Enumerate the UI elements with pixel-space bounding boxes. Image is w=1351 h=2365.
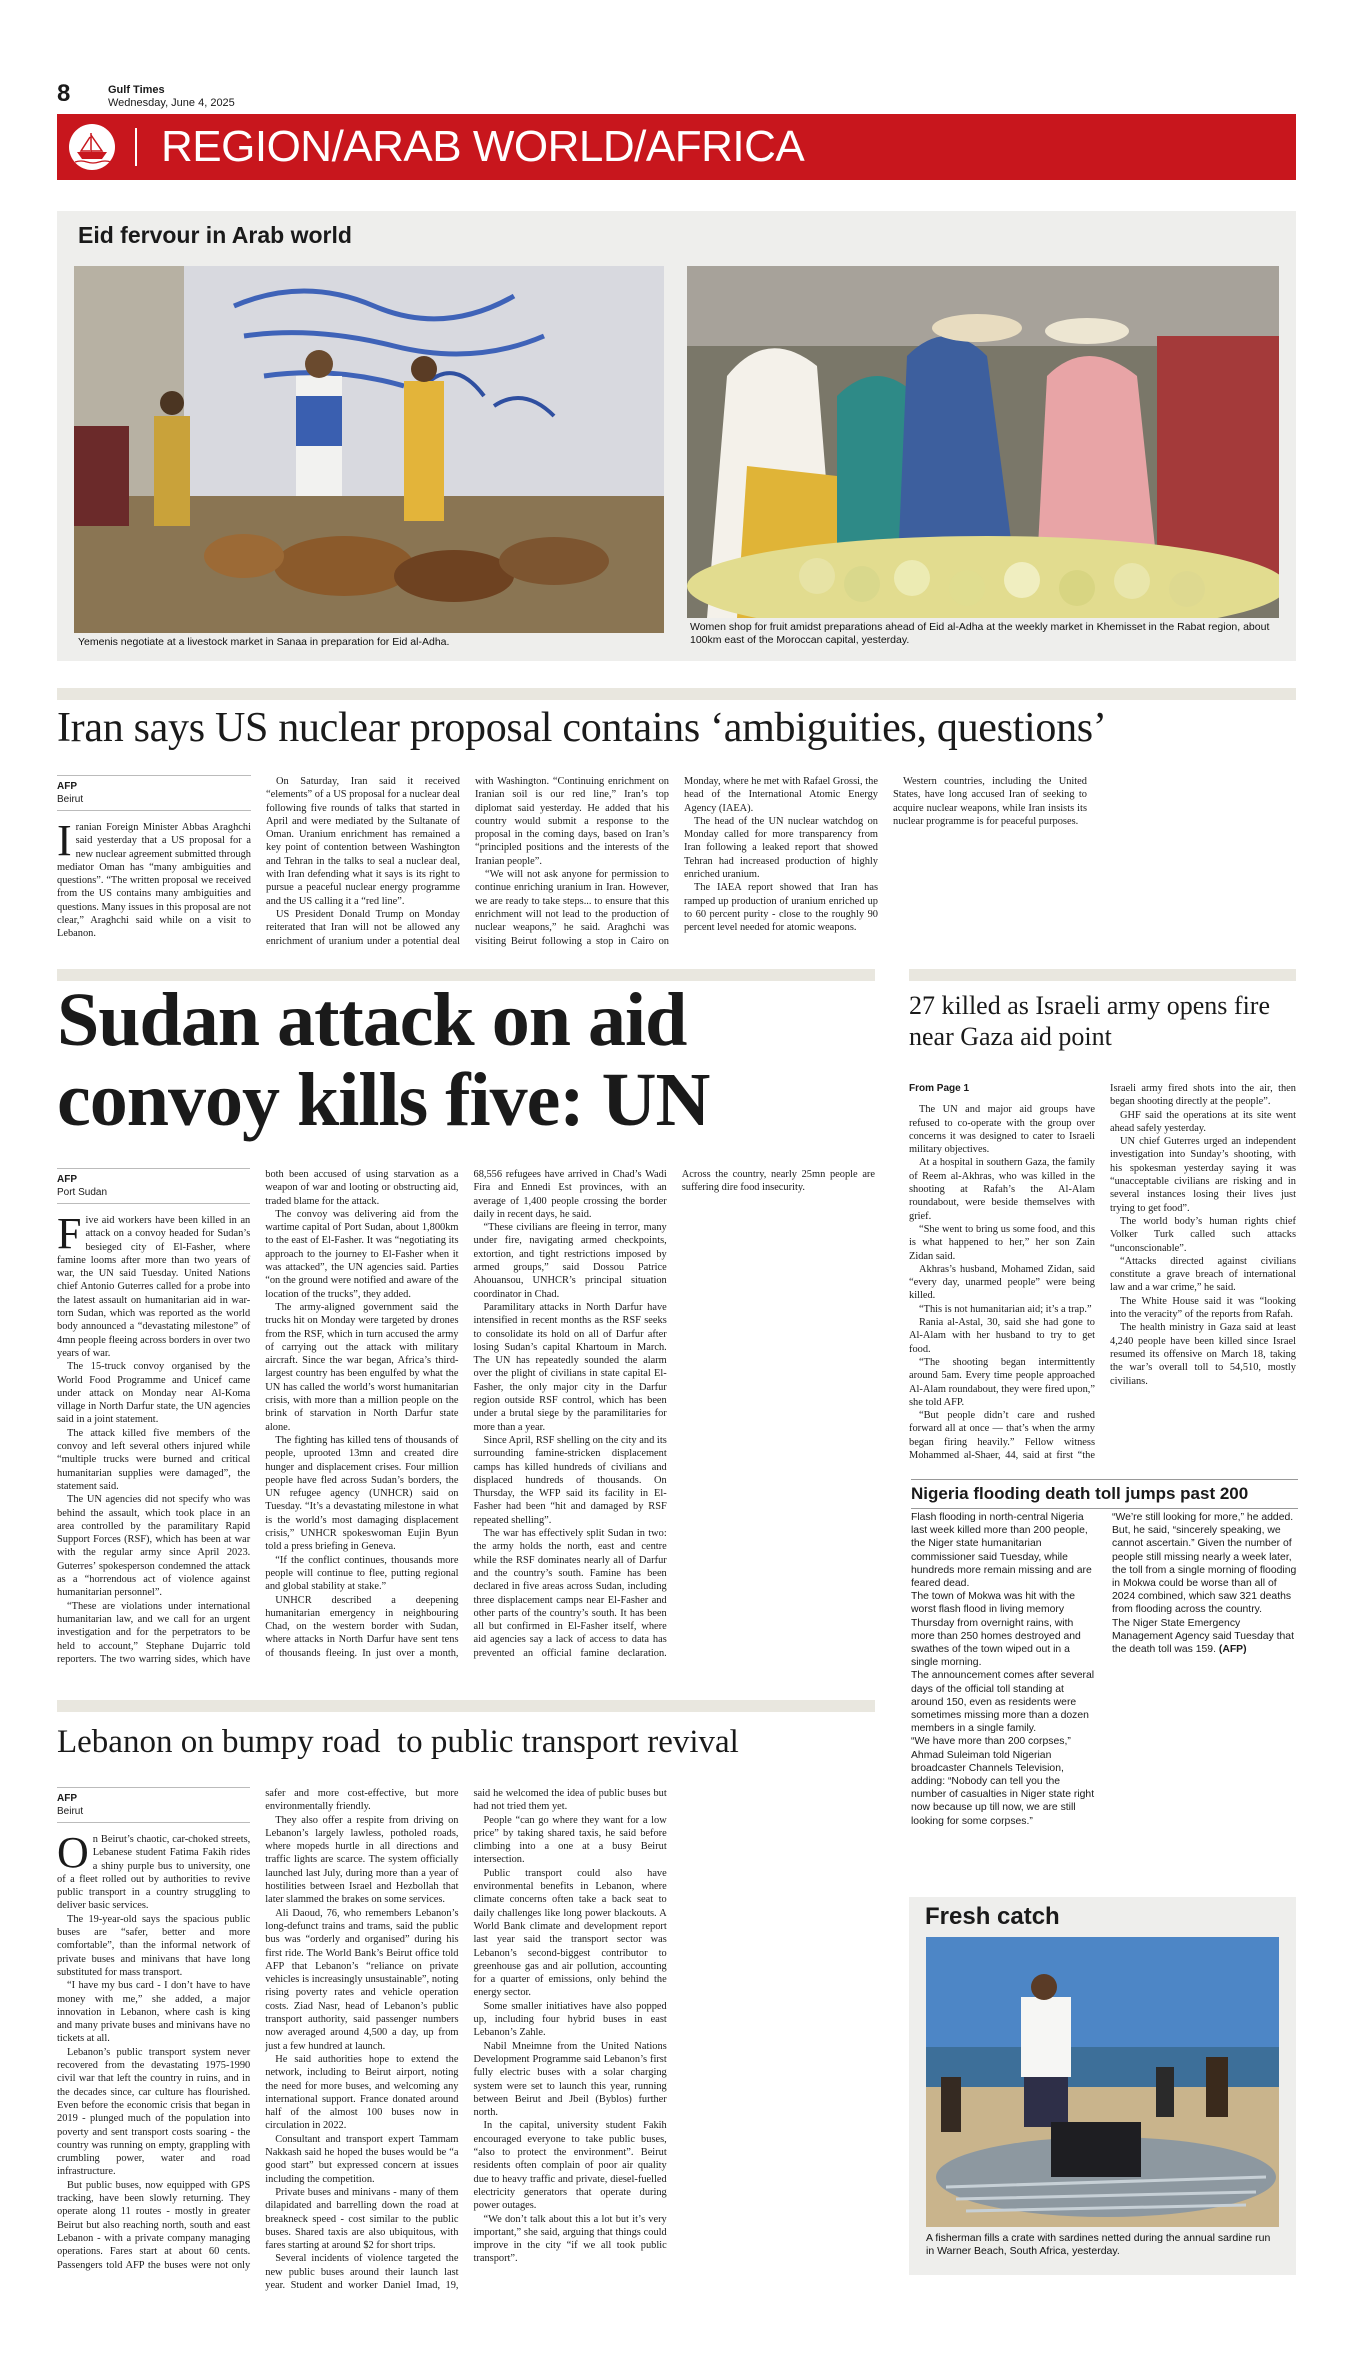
lebanon-paragraph: “We don’t talk about this a lot but it’s very important,” she said, arguing that things could improve in the city “if we all took public transport”.: [473, 2213, 667, 2265]
lebanon-paragraph: Ali Daoud, 76, who remembers Lebanon’s long-defunct trains and trams, said the public bus was “orderly and organised” during his first ride. The World Bank’s Beirut office told AFP that Lebanon’s “reliance on private vehicles is increasingly unsustainable”, noting rising poverty rates and vehicle operation costs. Ziad Nasr, head of Lebanon’s public transport authority, said passenger numbers now averaged around 4,500 a day, up from just a few hundred at launch.: [265, 1907, 459, 2052]
gaza-from-page: From Page 1: [909, 1083, 970, 1094]
gaza-paragraph: The White House said it was “looking into the veracity” of the reports from Rafah.: [1110, 1295, 1296, 1321]
lebanon-drop-cap: O: [57, 1828, 89, 1877]
sudan-paragraph: Since April, RSF shelling on the city and its surrounding famine-stricken displacement camps has killed hundreds of civilians and displaced hundreds of thousands. On Thursday, the WFP said its facility in El-Fasher had been “hit and damaged by RSF repeated shelling”.: [473, 1434, 667, 1526]
iran-paragraph: The IAEA report showed that Iran has ramped up production of uranium enriched up to 60 percent purity - close to the roughly 90 percent level needed for atomic weapons.: [684, 882, 878, 934]
sudan-byline: [57, 1168, 250, 1204]
iran-byline: [57, 775, 251, 811]
lebanon-paragraph: They also offer a respite from driving on Lebanon’s largely lawless, potholed roads, where mopeds hurtle in all directions and traffic lights are scarce. The system officially launched last July, during more than a year of hostilities between Israel and Hezbollah that later slammed the brakes on some services.: [265, 1814, 459, 1906]
paper-name: Gulf Times: [108, 84, 165, 96]
sudan-paragraph: Paramilitary attacks in North Darfur have intensified in recent months as the RSF seeks to consolidate its hold on all of Darfur after losing Sudan’s capital Khartoum in March. The UN has repeatedly sounded the alarm over the plight of civilians in state capital El-Fasher, the only major city in the Darfur region outside RSF control, which has been under a brutal siege by the paramilitaries for more than a year.: [473, 1301, 667, 1433]
iran-drop-cap: I: [57, 816, 72, 865]
sudan-place: Port Sudan: [57, 1187, 108, 1198]
lebanon-article: [57, 1787, 875, 2297]
nigeria-last-sentence: The Niger State Emergency Management Agency said Tuesday that the death toll was 159.: [1112, 1617, 1294, 1656]
morocco-photo-caption: Women shop for fruit amidst preparations ahead of Eid al-Adha at the weekly market in Khemisset in the Rabat region, about 100km east of the Moroccan capital, yesterday.: [690, 621, 1270, 646]
lebanon-paragraph: “I have my bus card - I don’t have to have money with me,” she added, a major innovation in Lebanon, where cash is king and many private buses and minivans have no tickets at all.: [57, 1980, 251, 2045]
sudan-paragraph: [57, 1209, 251, 1360]
sudan-drop-cap: F: [57, 1209, 82, 1258]
sudan-paragraph: The fighting has killed tens of thousands of people, uprooted 13mn and created dire hunger and displacement crises. Four million people have fled across Sudan’s borders, the UN refugee agency (UNHCR) said on Tuesday. “It’s a devastating milestone in what is the world’s most damaging displacement crisis,” UNHCR spokeswoman Eujin Byun told a press briefing in Geneva.: [265, 1434, 459, 1553]
lebanon-paragraph: Consultant and transport expert Tammam Nakkash said he hoped the buses would be “a good start” but expressed concern at issues including the competition.: [265, 2133, 459, 2185]
iran-article: [57, 775, 1296, 960]
sudan-paragraph: The war has effectively split Sudan in two: the army holds the north, east and centre while the RSF dominates nearly all of Darfur and the country’s south. Famine has been declared in five areas across Sudan, including three displacement camps near El-Fasher and other parts of the country’s south. It has been all but confirmed in El-Fasher itself, where aid agencies say a lack of access to data has prevented an official famine declaration. Across the country, nearly 25mn people are suffering dire food insecurity.: [473, 1169, 875, 1659]
iran-lead-text: ranian Foreign Minister Abbas Araghchi said yesterday that a US proposal for a new nuclear agreement submitted through mediator Oman has “many ambiguities and questions”. “The written proposal we received from the US contains many ambiguities and questions. Many issues in this proposal are not clear,” Araghchi said while on a visit to Lebanon.: [57, 822, 251, 940]
lebanon-paragraph: He said authorities hope to extend the network, including to Beirut airport, noting the need for more buses, and welcoming any international support. France donated around half of the almost 100 buses now in circulation in 2022.: [265, 2053, 459, 2132]
lebanon-place: Beirut: [57, 1806, 84, 1817]
fresh-catch-caption: A fisherman fills a crate with sardines netted during the annual sardine run in Warner Beach, South Africa, yesterday.: [926, 2232, 1271, 2257]
lebanon-paragraph: But public buses, now equipped with GPS tracking, have been slowly returning. They operate along 11 routes - mostly in greater Beirut but also reaching north, south and east Lebanon - with a private company managing operations. Fares start at about 60 cents. Passengers told AFP the buses were not only safer and more cost-effective, but more environmentally friendly.: [57, 1788, 459, 2271]
gaza-article: [909, 1082, 1296, 1472]
sudan-paragraph: The UN agencies did not specify who was behind the assault, which took place in an area controlled by the paramilitary Rapid Support Forces (RSF), which has been at war with the regular army since April 2023. Guterres’ spokesperson condemned the attack as a “horrendous act of violence against humanitarian personnel”.: [57, 1494, 251, 1599]
lebanon-paragraph: Several incidents of violence targeted the new public buses around their launch last year. Student and worker Daniel Imad, 19, said he welcomed the idea of public buses but had not tried them yet.: [265, 1788, 667, 2291]
gaza-paragraph: The UN and major aid groups have refused to co-operate with the group over concerns it was designed to cater to Israeli military objectives.: [909, 1104, 1095, 1156]
gaza-paragraph: Akhras’s husband, Mohamed Zidan, said “every day, unarmed people” were being killed.: [909, 1263, 1095, 1302]
sudan-paragraph: “These are violations under international humanitarian law, and we call for an urgent investigation and for the perpetrators to be held to account,” Stephane Dujarric told reporters. The two warring sides, which have both been accused of using starvation as a weapon of war and looting or obstructing aid, traded blame for the attack.: [57, 1169, 459, 1665]
lebanon-paragraph: Nabil Mneimne from the United Nations Development Programme said Lebanon’s first fully electric buses with a solar charging system were set to launch this year, running between Beirut and Jbeil (Byblos) further north.: [473, 2040, 667, 2119]
lebanon-paragraph: In the capital, university student Fakih encouraged everyone to take public buses, “also to protect the environment”. Beirut residents often complain of poor air quality due to heavy traffic and private, diesel-fuelled electricity generators that operate during power outages.: [473, 2120, 667, 2212]
lebanon-paragraph: Private buses and minivans - many of them dilapidated and barrelling down the road at breakneck speed - cost similar to the public buses. Shared taxis are also ubiquitous, with fares starting at around $2 for short trips.: [265, 2186, 459, 2252]
nigeria-headline: Nigeria flooding death toll jumps past 200: [911, 1479, 1298, 1509]
sudan-paragraph: “If the conflict continues, thousands more people will continue to flee, putting regional and global stability at stake.”: [265, 1554, 459, 1593]
iran-paragraph: “We will not ask anyone for permission to continue enriching uranium in Iran. However, we are ready to take steps... to ensure that this enrichment will not lead to the production of nuclear weapons,” he said. Araghchi was visiting Beirut following a stop in Cairo on Monday, where he met with Rafael Grossi, the head of the International Atomic Energy Agency (IAEA).: [475, 776, 878, 947]
gaza-paragraph: “She went to bring us some food, and this is what happened to her,” her son Zain Zidan said.: [909, 1223, 1095, 1262]
nigeria-paragraph: Flash flooding in north-central Nigeria last week killed more than 200 people, the Niger state humanitarian commissioner said Tuesday, while hundreds more remain missing and are feared dead.: [911, 1512, 1092, 1590]
sudan-paragraph: UNHCR described a deepening humanitarian emergency in neighbouring Chad, on the western border with Sudan, where attacks in North Darfur have sent tens of thousands fleeing. In just over a month, 68,556 refugees have arrived in Chad’s Wadi Fira and Ennedi Est provinces, with an average of 1,400 people crossing the border daily in recent days, he said.: [265, 1169, 667, 1659]
gaza-paragraph: UN chief Guterres urged an independent investigation into Sunday’s shooting, with his spokesman yesterday saying it was “unacceptable civilians are risking and in several instances losing their lives just trying to get food”.: [1110, 1136, 1296, 1214]
sudan-agency: AFP: [57, 1174, 77, 1185]
lebanon-paragraph: Public transport could also have environmental benefits in Lebanon, where climate concerns often take a back seat to daily challenges like long power blackouts. A World Bank climate and development report last year said the transport sector was Lebanon’s second-biggest contributor to greenhouse gas and air pollution, accounting for a quarter of emissions, only behind the energy sector.: [473, 1867, 667, 1999]
sudan-paragraph: The convoy was delivering aid from the wartime capital of Port Sudan, about 1,800km to the east of El-Fasher. It was “negotiating its approach to the journey to El-Fasher when it was attacked”, the UN agencies said. Parties “on the ground were notified and aware of the location of the trucks”, they added.: [265, 1208, 459, 1300]
nigeria-paragraph: The announcement comes after several days of the official toll standing at around 150, even as residents were sometimes missing more than a dozen members in a single family.: [911, 1670, 1095, 1735]
morocco-market-photo: [687, 266, 1279, 618]
nigeria-article: [911, 1511, 1298, 1851]
iran-paragraph: The head of the UN nuclear watchdog on Monday called for more transparency from Iran following a leaked report that showed Tehran had increased production of highly enriched uranium.: [684, 815, 878, 881]
sardine-photo: [926, 1937, 1279, 2227]
ship-logo-icon: [69, 124, 115, 170]
gaza-headline: 27 killed as Israeli army opens fire near Gaza aid point: [909, 991, 1270, 1051]
iran-top-rule: [57, 688, 1296, 700]
sudan-paragraph: The attack killed five members of the convoy and left several others injured while “multiple trucks were burned and critical humanitarian supplies were damaged”, the statement said.: [57, 1427, 251, 1492]
lebanon-paragraph: People “can go where they want for a low price” by taking shared taxis, he said before climbing into a one at a busy Beirut intersection.: [473, 1814, 667, 1866]
yemen-photo-caption: Yemenis negotiate at a livestock market in Sanaa in preparation for Eid al-Adha.: [78, 636, 450, 648]
page-number: 8: [57, 80, 71, 107]
gaza-paragraph: “But people didn’t care and rushed forward all at once — that’s when the army began firing heavily.” Fellow witness Mohammed al-Shaer, 44, said at first “the Israeli army fired shots into the air, then began shooting directly at the people”.: [909, 1083, 1296, 1462]
nigeria-paragraph: “We’re still looking for more,” he added. But, he said, “sincerely speaking, we cannot ascertain.” Given the number of people still missing nearly a week later, the toll from a single morning of flooding in Mokwa could be worse than all of 2024 combined, which saw 321 deaths from flooding across the country.: [1112, 1512, 1297, 1616]
iran-place: Beirut: [57, 794, 84, 805]
issue-date: Wednesday, June 4, 2025: [108, 97, 235, 109]
nigeria-paragraph: “We have more than 200 corpses,” Ahmad Suleiman told Nigerian broadcaster Channels Television, adding: “Nobody can tell you the number of casualties in Niger state right now because up till now, we are still looking for some corpses.”: [911, 1736, 1095, 1827]
gaza-paragraph: The world body’s human rights chief Volker Turk called such attacks “unconscionable”.: [1110, 1215, 1296, 1254]
iran-agency: AFP: [57, 781, 77, 792]
gaza-paragraph: Rania al-Astal, 30, said she had gone to Al-Alam with her husband to try to get food.: [909, 1317, 1095, 1355]
iran-headline: Iran says US nuclear proposal contains ‘ambiguities, questions’: [57, 705, 1107, 751]
iran-paragraph: Western countries, including the United States, have long accused Iran of seeking to acquire nuclear weapons, while Iran insists its nuclear programme is for peaceful purposes.: [893, 776, 1087, 827]
eid-title: Eid fervour in Arab world: [78, 222, 352, 248]
gaza-paragraph: “The shooting began intermittently around 5am. Every time people approached Al-Alam roundabout, they were fired upon,” she told AFP.: [909, 1356, 1095, 1408]
fresh-catch-block: [909, 1897, 1296, 2275]
section-title: REGION/ARAB WORLD/AFRICA: [161, 122, 805, 171]
gaza-paragraph: “Attacks directed against civilians constitute a grave breach of international law and a war crime,” he said.: [1110, 1255, 1296, 1294]
gaza-paragraph: At a hospital in southern Gaza, the family of Reem al-Akhras, who was killed in the shooting at Rafah’s the Al-Alam roundabout, were beside themselves with grief.: [909, 1157, 1095, 1222]
nigeria-paragraph: The town of Mokwa was hit with the worst flash flood in living memory Thursday from overnight rains, with more than 250 homes destroyed and swathes of the town wiped out in a single morning.: [911, 1591, 1081, 1669]
gaza-paragraph: The health ministry in Gaza said at least 4,240 people have been killed since Israel resumed its offensive on March 18, taking the war’s overall toll to 54,510, mostly civilians.: [1110, 1322, 1296, 1387]
lebanon-paragraph: Lebanon’s public transport system never recovered from the devastating 1975-1990 civil war that left the country in ruins, and in the decades since, car culture has flourished. Even before the economic crisis that began in 2019 - plunged much of the population into poverty and sent transport costs soaring - the country was running on empty, grappling with crumbling power, water and road infrastructure.: [57, 2046, 251, 2178]
iran-paragraph: On Saturday, Iran said it received “elements” of a US proposal for a nuclear deal following five rounds of talks that started in April and were mediated by the Sultanate of Oman. Uranium enrichment has remained a key point of contention between Washington and Tehran in the talks to seal a nuclear deal, with Iran defending what it says is its right to pursue a peaceful nuclear energy programme and the US calling it a “red line”.: [266, 776, 460, 907]
lebanon-headline: Lebanon on bumpy road to public transport revival: [57, 1724, 739, 1760]
nigeria-paragraph: [1112, 1617, 1298, 1657]
gaza-paragraph: GHF said the operations at its site went ahead safely yesterday.: [1110, 1109, 1296, 1134]
lebanon-paragraph: Some smaller initiatives have also popped up, including four hybrid buses in east Lebanon’s Zahle.: [473, 2000, 667, 2039]
sudan-lead-text: ive aid workers have been killed in an attack on a convoy headed for Sudan’s besieged city of El-Fasher, where famine looms after more than two years of war, the UN said Tuesday. United Nations chief Antonio Guterres called for a probe into the latest assault on humanitarian aid in war-torn Sudan, which was reported as the world body announced a “devastating milestone” of 4mn people fleeing across borders in over two years of war.: [57, 1215, 251, 1359]
eid-photo-block: [57, 211, 1296, 661]
sudan-article: [57, 1168, 875, 1668]
nigeria-agency: (AFP): [1218, 1644, 1247, 1656]
lebanon-paragraph: [57, 1828, 251, 1913]
section-banner: [57, 114, 1296, 180]
lebanon-paragraph: The 19-year-old says the spacious public buses are “safer, better and more comfortable”, than the informal network of private buses and minivans that have long substituted for mass transport.: [57, 1913, 251, 1978]
fresh-catch-title: Fresh catch: [925, 1903, 1060, 1930]
lebanon-byline: [57, 1787, 250, 1823]
yemen-market-photo: [74, 266, 664, 633]
lebanon-agency: AFP: [57, 1793, 77, 1804]
sudan-paragraph: The 15-truck convoy organised by the World Food Programme and Unicef came under attack on Monday near Al-Koma village in North Darfur state, the UN agencies said in a joint statement.: [57, 1361, 251, 1426]
banner-divider: [135, 128, 137, 166]
lebanon-top-rule: [57, 1700, 875, 1712]
lebanon-lead-text: n Beirut’s chaotic, car-choked streets, Lebanese student Fatima Fakih rides a shiny purple bus to university, one of a fleet rolled out by authorities to revive public transport in a country struggling to deliver basic services.: [57, 1834, 251, 1912]
sudan-headline: Sudan attack on aid convoy kills five: UN: [57, 978, 710, 1142]
gaza-paragraph: “This is not humanitarian aid; it’s a trap.”: [919, 1303, 1092, 1315]
sudan-paragraph: “These civilians are fleeing in terror, many under fire, navigating armed checkpoints, extortion, and tight restrictions imposed by armed groups,” said Dossou Patrice Ahouansou, UNHCR’s principal situation coordinator in Chad.: [473, 1222, 667, 1300]
iran-paragraph: [57, 816, 251, 941]
sudan-paragraph: The army-aligned government said the trucks hit on Monday were targeted by drones from the RSF, which in turn accused the army of carrying out the attack with military aircraft. Since the war began, Africa’s third-largest country has been engulfed by what the UN has called the world’s worst humanitarian crisis, with more than a million people on the brink of starvation in North Darfur state alone.: [265, 1301, 459, 1433]
gaza-top-rule: [909, 969, 1296, 981]
iran-paragraph: US President Donald Trump on Monday reiterated that Iran will not be allowed any enrichment of uranium under a potential deal with Washington. “Continuing enrichment on Iranian soil is our red line,” Iran’s top diplomat said yesterday. He added that his country would submit a response to the proposal in the coming days, based on Iran’s “principled positions and the interests of the Iranian people”.: [266, 776, 669, 947]
